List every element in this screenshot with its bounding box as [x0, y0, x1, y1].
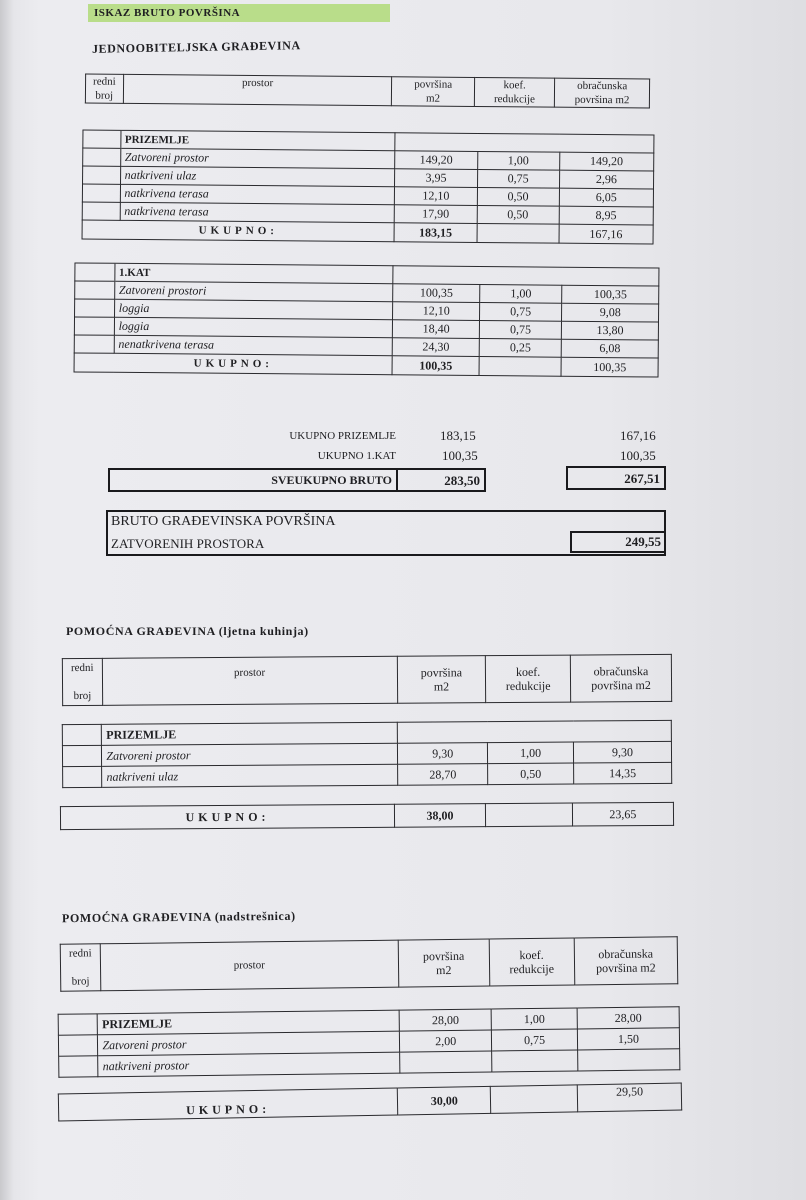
section-title-nadstresnica: POMOĆNA GRAĐEVINA (nadstrešnica)	[61, 908, 296, 926]
bruto-value-box	[570, 531, 666, 553]
ukupno-prizemlje-label: UKUPNO PRIZEMLJE	[289, 430, 396, 442]
prizemlje-label: PRIZEMLJE	[120, 130, 395, 150]
table-row: Zatvoreni prostor 9,30 1,00 9,30	[62, 741, 671, 766]
kat-label: 1.KAT	[115, 263, 394, 283]
section-title-jednoobiteljska: JEDNOOBITELJSKA GRAĐEVINA	[91, 38, 301, 56]
ukupno-row: UKUPNO: 38,00 23,65	[60, 802, 673, 829]
ukupno-kat-povrsina: 100,35	[442, 448, 478, 463]
ukupno-prizemlje-povrsina: 183,15	[440, 428, 476, 443]
ukupno-table-3	[58, 1083, 682, 1122]
prizemlje-table-2: PRIZEMLJE Zatvoreni prostor 9,30 1,00 9,30 natkriveni ulaz 28,70 0,50 14,35	[62, 720, 672, 788]
table-row: Zatvoreni prostor 149,20 1,00 149,20	[83, 148, 654, 171]
table-row: Zatvoreni prostori 100,35 1,00 100,35	[75, 281, 659, 304]
table-row: natkriveni prostor	[59, 1049, 680, 1078]
sveukupno-povrsina: 283,50	[444, 473, 480, 488]
redni-broj-header: redni broj	[85, 74, 123, 103]
header-table-1	[85, 74, 650, 109]
header-table-2: redni broj prostor površina m2 koef. redukcije obračunska površina m2	[62, 654, 672, 706]
ukupno-table-2	[60, 802, 674, 830]
obracunska-header: obračunska površina m2	[555, 78, 650, 108]
sveukupno-label-box	[108, 468, 398, 492]
section-title-ljetna-kuhinja: POMOĆNA GRAĐEVINA (ljetna kuhinja)	[66, 624, 309, 638]
bruto-line2: ZATVORENIH PROSTORA	[111, 536, 265, 551]
koef-header: koef. redukcije	[474, 77, 555, 107]
sveukupno-label: SVEUKUPNO BRUTO	[271, 473, 392, 487]
table-row: loggia 18,40 0,75 13,80	[74, 317, 658, 340]
ukupno-row: UKUPNO: 183,15 167,16	[82, 220, 653, 244]
table-row: natkriveni ulaz 28,70 0,50 14,35	[63, 762, 672, 787]
ukupno-kat-obracunska: 100,35	[620, 448, 656, 463]
bruto-line1: BRUTO GRAĐEVINSKA POVRŠINA	[111, 514, 336, 529]
povrsina-header: površina m2	[392, 77, 475, 107]
sveukupno-obracunska: 267,51	[624, 471, 660, 486]
document-title: ISKAZ BRUTO POVRŠINA	[88, 4, 390, 22]
ukupno-prizemlje-obracunska: 167,16	[620, 428, 656, 443]
prostor-header: prostor	[123, 74, 392, 105]
table-row: Zatvoreni prostor 2,00 0,75 1,50	[58, 1028, 679, 1057]
prizemlje-table-1	[82, 130, 655, 245]
table-row: natkriveni ulaz 3,95 0,75 2,96	[83, 166, 654, 189]
table-row: natkrivena terasa 17,90 0,50 8,95	[82, 202, 653, 225]
header-table-3: redni broj prostor površina m2 koef. redukcije obračunska površina m2	[60, 936, 679, 992]
sveukupno-povrsina-box	[396, 468, 486, 492]
sveukupno-obracunska-box	[566, 466, 666, 490]
table-row: nenatkrivena terasa 24,30 0,25 6,08	[74, 335, 658, 358]
bruto-value: 249,55	[625, 534, 661, 549]
table-row: loggia 12,10 0,75 9,08	[75, 299, 659, 322]
bruto-box	[106, 510, 666, 556]
kat-table-1	[74, 262, 660, 377]
ukupno-kat-label: UKUPNO 1.KAT	[317, 450, 396, 462]
table-row: natkrivena terasa 12,10 0,50 6,05	[82, 184, 653, 207]
prizemlje-table-3: PRIZEMLJE 28,00 1,00 28,00 Zatvoreni prostor 2,00 0,75 1,50 natkriveni prostor	[58, 1006, 681, 1078]
ukupno-row: UKUPNO: 100,35 100,35	[74, 353, 658, 377]
ukupno-row: UKUPNO: 30,00 29,50	[58, 1083, 681, 1121]
